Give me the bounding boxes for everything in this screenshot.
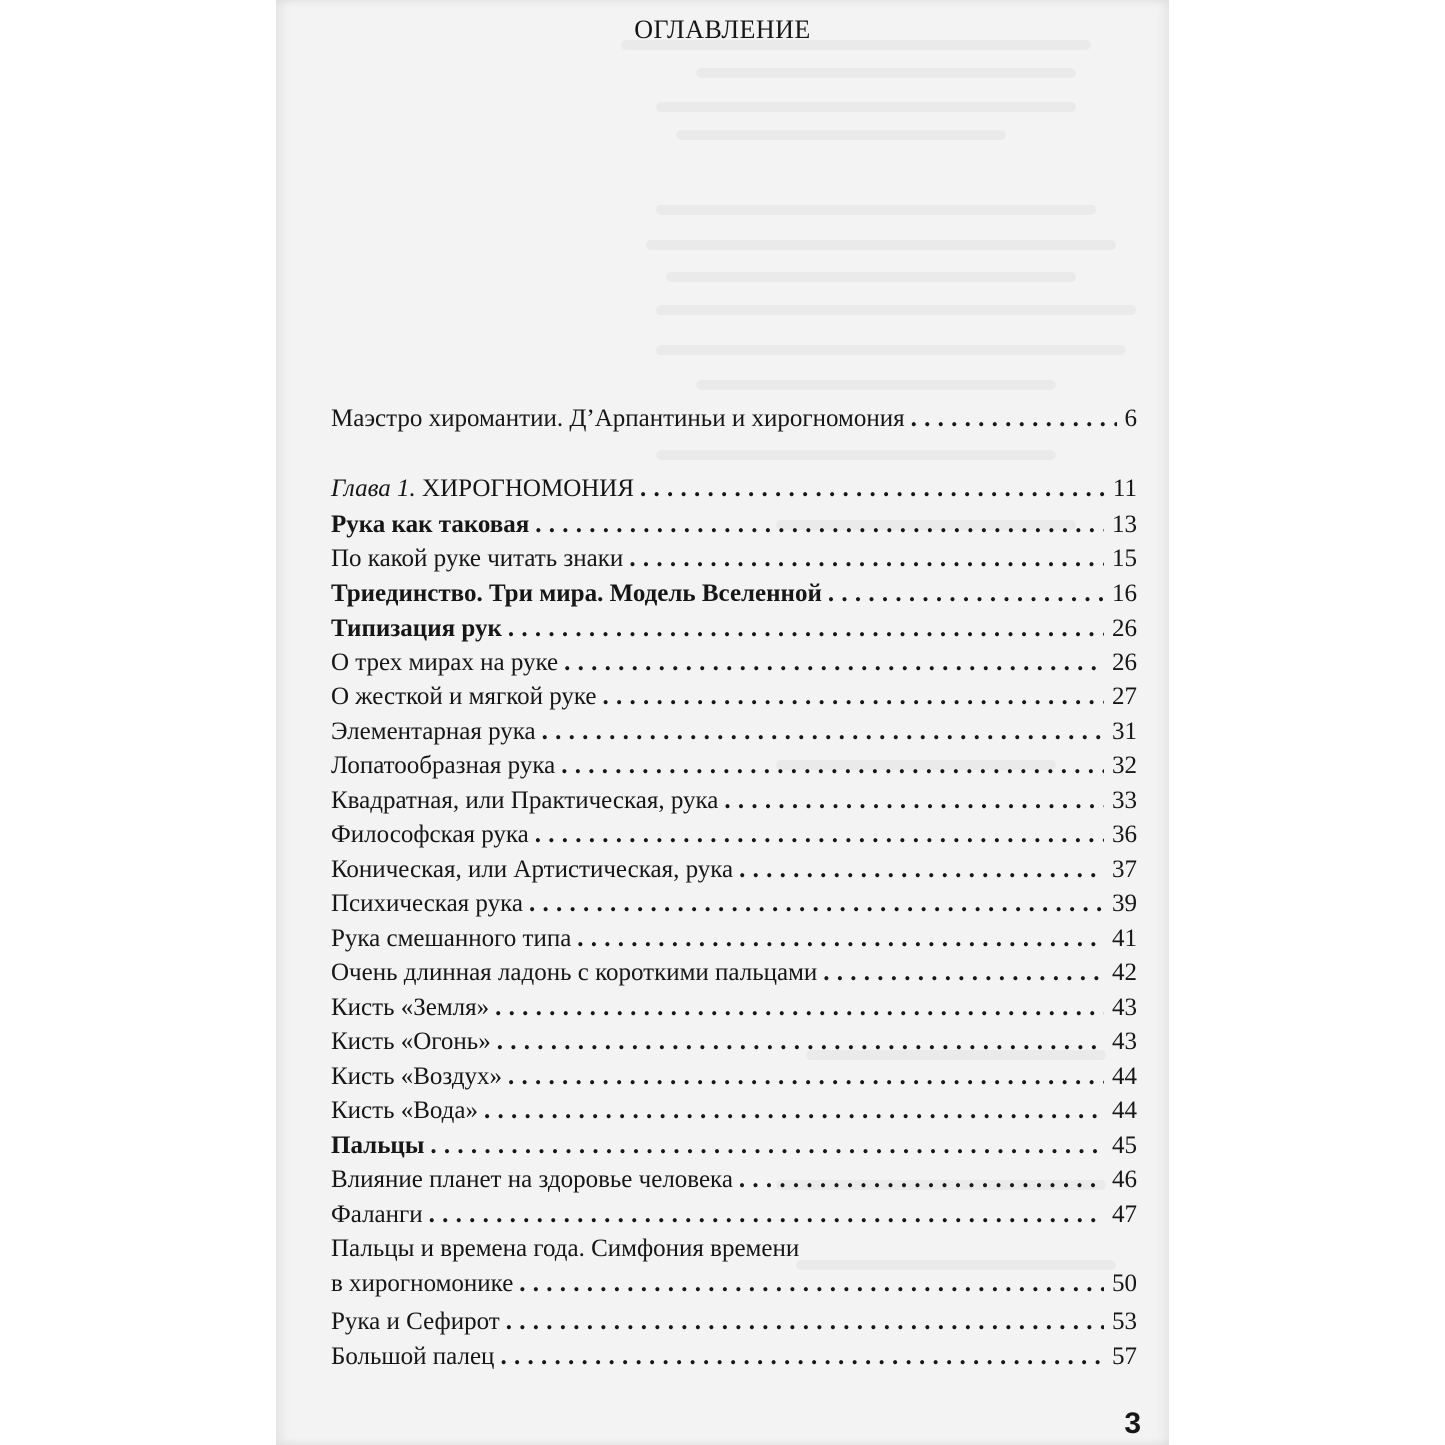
toc-entry-label: Философская рука — [331, 821, 529, 848]
toc-entry-label: Элементарная рука — [331, 718, 536, 745]
toc-entry-label: Рука смешанного типа — [331, 925, 572, 952]
toc-page-number: 26 — [1112, 649, 1137, 676]
toc-page-number: 13 — [1112, 511, 1137, 538]
dot-leader — [629, 542, 1104, 576]
toc-entry-intro — [331, 402, 1137, 436]
toc-chapter-heading — [331, 472, 1137, 506]
toc-entry — [331, 956, 1137, 990]
chapter-label — [331, 472, 634, 506]
page-number: 3 — [1124, 1407, 1141, 1440]
toc-entry — [331, 887, 1137, 921]
book-page — [276, 0, 1169, 1445]
toc-page-number: 36 — [1112, 821, 1137, 848]
toc-entry-label: Лопатообразная рука — [331, 752, 556, 779]
toc-entry-label: Рука и Сефирот — [331, 1308, 500, 1335]
toc-entry-label: Фаланги — [331, 1201, 423, 1228]
toc-page-number: 53 — [1112, 1308, 1137, 1335]
dot-leader — [739, 853, 1104, 887]
toc-entry — [331, 922, 1137, 956]
dot-leader — [535, 818, 1104, 852]
toc-page-number: 50 — [1112, 1270, 1137, 1297]
toc-entry-label: О жесткой и мягкой руке — [331, 683, 597, 710]
toc-entry-label: Рука как таковая — [331, 511, 530, 538]
toc-page-number: 31 — [1112, 718, 1137, 745]
toc-page-number: 43 — [1112, 994, 1137, 1021]
toc-entry — [331, 715, 1137, 749]
toc-page-number: 27 — [1112, 683, 1137, 710]
dot-leader — [500, 1340, 1104, 1374]
toc-page-number: 46 — [1112, 1166, 1137, 1193]
toc-entry-label: По какой руке читать знаки — [331, 545, 624, 572]
toc-entry-label: Маэстро хиромантии. Д’Арпантиньи и хирогномония — [331, 405, 905, 432]
toc-entry-label: Триединство. Три мира. Модель Вселенной — [331, 580, 822, 607]
toc-entry — [331, 1198, 1137, 1232]
toc-page-number: 47 — [1112, 1201, 1137, 1228]
chapter-title: ХИРОГНОМОНИЯ — [415, 475, 635, 502]
dot-leader — [519, 1267, 1104, 1301]
dot-leader — [724, 784, 1104, 818]
toc-entry-first-line: Пальцы и времена года. Симфония времени — [331, 1235, 800, 1262]
dot-leader — [430, 1129, 1104, 1163]
toc-page-number: 32 — [1112, 752, 1137, 779]
toc-entry — [331, 1025, 1137, 1059]
toc-entry-label: Большой палец — [331, 1343, 495, 1370]
toc-entry — [331, 1305, 1137, 1339]
toc-page-number: 15 — [1112, 545, 1137, 572]
toc-page-number: 6 — [1124, 405, 1137, 432]
toc-entry-label: Кисть «Вода» — [331, 1097, 478, 1124]
toc-entry-label: Квадратная, или Практическая, рука — [331, 787, 719, 814]
toc-entry — [331, 1094, 1137, 1128]
toc-entry — [331, 1129, 1137, 1163]
toc-entry — [331, 542, 1137, 576]
dot-leader — [823, 956, 1104, 990]
toc-page-number: 41 — [1112, 925, 1137, 952]
toc-entry-label: Коническая, или Артистическая, рука — [331, 856, 734, 883]
dot-leader — [535, 508, 1104, 542]
chapter-prefix: Глава 1. — [331, 475, 416, 502]
page-title: ОГЛАВЛЕНИЕ — [634, 15, 811, 44]
toc-entry — [331, 1163, 1137, 1197]
toc-entry-label: Кисть «Огонь» — [331, 1028, 491, 1055]
toc-page-number: 57 — [1112, 1343, 1137, 1370]
toc-page-number: 26 — [1112, 615, 1137, 642]
toc-page-number: 39 — [1112, 890, 1137, 917]
dot-leader — [739, 1163, 1104, 1197]
toc-page-number: 16 — [1112, 580, 1137, 607]
dot-leader — [508, 612, 1104, 646]
toc-page-number: 45 — [1112, 1132, 1137, 1159]
toc-entry-label: Психическая рука — [331, 890, 523, 917]
dot-leader — [828, 577, 1104, 611]
toc-page-number: 37 — [1112, 856, 1137, 883]
toc-entry-label: Пальцы — [331, 1132, 425, 1159]
toc-entry — [331, 991, 1137, 1025]
toc-entry-label: Кисть «Земля» — [331, 994, 490, 1021]
dot-leader — [506, 1305, 1104, 1339]
toc-entry-label: Кисть «Воздух» — [331, 1063, 503, 1090]
toc-entry — [331, 680, 1137, 714]
dot-leader — [429, 1198, 1104, 1232]
toc-entry — [331, 1340, 1137, 1374]
toc-entry-label: О трех мирах на руке — [331, 649, 559, 676]
toc-entry — [331, 1267, 1137, 1301]
dot-leader — [564, 646, 1104, 680]
dot-leader — [640, 472, 1105, 506]
toc-entry-label: Типизация рук — [331, 615, 502, 642]
toc-page-number: 44 — [1112, 1097, 1137, 1124]
toc-entry — [331, 853, 1137, 887]
toc-page-number: 43 — [1112, 1028, 1137, 1055]
toc-entry — [331, 749, 1137, 783]
toc-page-number: 33 — [1112, 787, 1137, 814]
dot-leader — [911, 402, 1117, 436]
dot-leader — [497, 1025, 1104, 1059]
dot-leader — [542, 715, 1104, 749]
dot-leader — [508, 1060, 1104, 1094]
toc-entry — [331, 818, 1137, 852]
dot-leader — [484, 1094, 1104, 1128]
toc-entry-label: Очень длинная ладонь с короткими пальцами — [331, 959, 818, 986]
toc-entry — [331, 784, 1137, 818]
toc-entry-label: в хирогномонике — [331, 1270, 514, 1297]
toc-entry — [331, 508, 1137, 542]
dot-leader — [495, 991, 1104, 1025]
toc-entry — [331, 1060, 1137, 1094]
toc-entry — [331, 612, 1137, 646]
dot-leader — [561, 749, 1104, 783]
dot-leader — [529, 887, 1104, 921]
toc-entry — [331, 577, 1137, 611]
toc-page-number: 44 — [1112, 1063, 1137, 1090]
dot-leader — [603, 680, 1105, 714]
toc-page-number: 11 — [1112, 475, 1137, 502]
toc-page-number: 42 — [1112, 959, 1137, 986]
toc-entry-label: Влияние планет на здоровье человека — [331, 1166, 733, 1193]
dot-leader — [577, 922, 1104, 956]
toc-entry — [331, 646, 1137, 680]
